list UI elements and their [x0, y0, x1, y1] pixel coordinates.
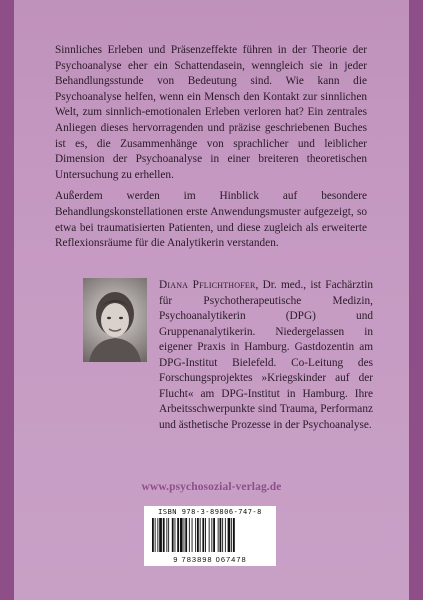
isbn-label: ISBN 978-3-89806-747-8: [158, 508, 262, 516]
right-border-stripe: [409, 0, 423, 600]
barcode-box: [144, 506, 276, 566]
left-border-stripe: [0, 0, 14, 600]
author-bio-text: , Dr. med., ist Fachärztin für Psychotherapeutische Medizin, Psychoanalytikerin (DPG) und Gruppenanalytikerin. Niedergelassen in eigener Praxis in Hamburg. Gastdozentin am DPG-Institut Bielefeld. Co-Leitung des Forschungsprojektes »Kriegskinder auf der Flucht« am DPG-Institut in Hamburg. Ihre Arbeitsschwerpunkte sind Trauma, Performanz und ästhetische Prozesse in der Psychoanalyse.: [159, 279, 373, 431]
author-photo: [83, 278, 147, 362]
barcode-icon: [152, 518, 268, 552]
book-blurb: [55, 43, 367, 258]
author-section: [83, 278, 373, 458]
author-name: Diana Pflichthofer: [159, 279, 256, 291]
barcode-number: 9 783898 067478: [173, 555, 247, 564]
blurb-paragraph-1: Sinnliches Erleben und Präsenzeffekte führen in der Theorie der Psychoanalyse eher ein Schattendasein, wenngleich sie in jeder Behandlungsstunde von Bedeutung sind. Wie kann die Psychoanalyse helfen, wenn ein Mensch den Kontakt zur sinnlichen Welt, zum sinnlich-emotionalen Erleben verloren hat? Ein zentrales Anliegen dieses hervorragenden und präzise geschriebenen Buches ist es, die Zusammenhänge von sprachlicher und leiblicher Dimension der Psychoanalyse in einer breiteren theoretischen Untersuchung zu erhellen.: [55, 44, 367, 181]
blurb-paragraph-2: Außerdem werden im Hinblick auf besondere Behandlungskonstellationen erste Anwendungsmuster aufgezeigt, so etwa bei traumatisierten Patienten, und diese zugleich als erweiterte Reflexionsräume für die Analytikerin verstanden.: [55, 190, 367, 250]
author-bio: [159, 278, 373, 433]
publisher-url: www.psychosozial-verlag.de: [141, 481, 282, 493]
